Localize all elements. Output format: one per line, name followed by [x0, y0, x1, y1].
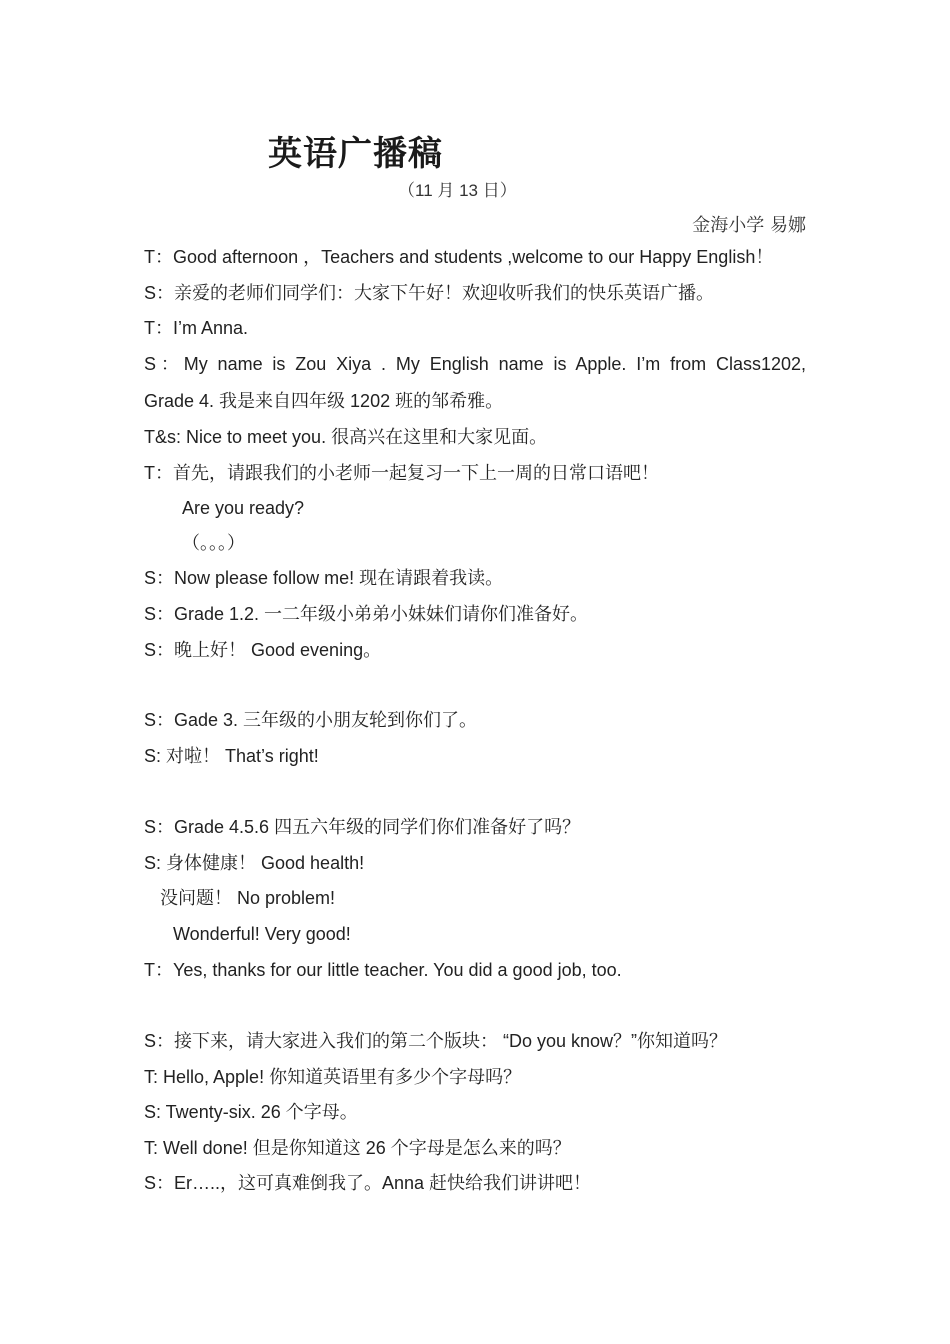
script-line: S：亲爱的老师们同学们：大家下午好！欢迎收听我们的快乐英语广播。 [144, 283, 715, 303]
script-line: T&s: Nice to meet you. 很高兴在这里和大家见面。 [144, 427, 548, 447]
script-line: Are you ready? [182, 498, 305, 518]
script-line: T：Good afternoon ，Teachers and students ,welcome to our Happy English！ [144, 247, 774, 267]
script-line: S：Grade 4.5.6 四五六年级的同学们你们准备好了吗？ [144, 817, 581, 837]
document-date: （11 月 13 日） [398, 181, 517, 200]
script-line: S：Gade 3. 三年级的小朋友轮到你们了。 [144, 710, 478, 730]
script-line: 没问题！ No problem! [160, 888, 336, 908]
script-line: S：Er…..，这可真难倒我了。Anna 赶快给我们讲讲吧！ [144, 1173, 592, 1193]
script-line: S: Twenty-six. 26 个字母。 [144, 1102, 358, 1122]
script-line: S：晚上好！ Good evening。 [144, 640, 382, 660]
script-line: （。。。） [182, 533, 245, 553]
script-line: T：I’m Anna. [144, 318, 249, 338]
script-line: T: Well done! 但是你知道这 26 个字母是怎么来的吗？ [144, 1138, 571, 1158]
document-author: 金海小学 易娜 [692, 215, 806, 236]
script-line: T：首先，请跟我们的小老师一起复习一下上一周的日常口语吧！ [144, 463, 659, 483]
script-line: T：Yes, thanks for our little teacher. You did a good job, too. [144, 960, 622, 980]
script-line: Grade 4. 我是来自四年级 1202 班的邹希雅。 [144, 391, 504, 411]
script-line: Wonderful! Very good! [173, 924, 351, 944]
script-line: S：My name is Zou Xiya . My English name is Apple. I’m from Class1202, [144, 354, 806, 374]
script-line: T: Hello, Apple! 你知道英语里有多少个字母吗？ [144, 1067, 522, 1087]
script-line: S：Grade 1.2. 一二年级小弟弟小妹妹们请你们准备好。 [144, 604, 589, 624]
script-line: S：Now please follow me! 现在请跟着我读。 [144, 568, 504, 588]
script-line: S: 对啦！ That’s right! [144, 746, 319, 766]
script-line: S: 身体健康！ Good health! [144, 853, 365, 873]
script-line: S：接下来，请大家进入我们的第二个版块： “Do you know？”你知道吗？ [144, 1031, 728, 1051]
document-title: 英语广播稿 [268, 134, 443, 174]
